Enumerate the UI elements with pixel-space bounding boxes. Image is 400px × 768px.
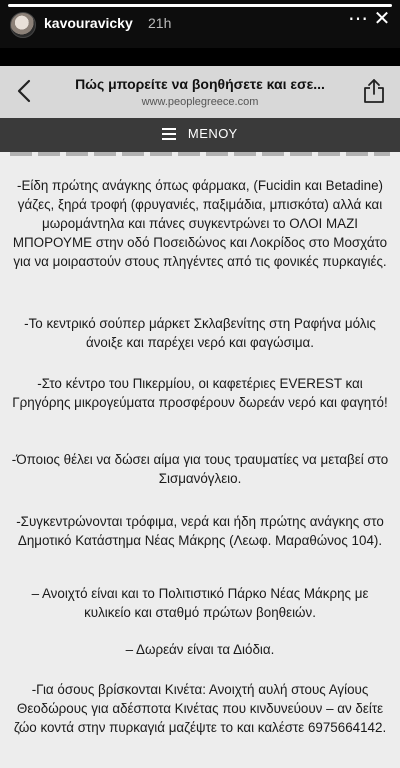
article-paragraph: – Δωρεάν είναι τα Διόδια. bbox=[125, 642, 275, 657]
menu-label[interactable]: ΜΕΝΟΥ bbox=[187, 126, 238, 142]
cut-off-text-line bbox=[10, 152, 390, 156]
browser-url-bar bbox=[0, 66, 400, 118]
article-paragraph: -Όποιος θέλει να δώσει αίμα για τους τραυματίες να μεταβεί στο Σισμανόγλειο. bbox=[11, 452, 389, 486]
article-paragraph: -Το κεντρικό σούπερ μάρκετ Σκλαβενίτης στη Ραφήνα μόλις άνοιξε και παρέχει νερό και φαγώσιμα. bbox=[24, 316, 376, 350]
story-progress-bar bbox=[8, 4, 392, 7]
article-paragraph: -Είδη πρώτης ανάγκης όπως φάρμακα, (Fucidin και Betadine) γάζες, ξηρά τροφή (φρυγανιές, παξιμάδια, μπισκότα) αλλά και μωρομάντηλα και πάνες συγκεντρώνει το ΟΛΟΙ ΜΑΖΙ ΜΠΟΡΟΥΜΕ στην οδό Ποσειδώνος και Λοκρίδος στο Μοσχάτο για να μοιραστούν στους πληγέντες από τις φονικές πυρκαγιές. bbox=[12, 178, 388, 269]
share-icon[interactable] bbox=[362, 78, 386, 104]
site-menu-bar[interactable] bbox=[0, 118, 400, 152]
story-header bbox=[0, 0, 400, 48]
close-icon[interactable]: ✕ bbox=[373, 8, 391, 30]
article-paragraph: -Στο κέντρο του Πικερμίου, οι καφετέριες EVEREST και Γρηγόρης μικρογεύματα προσφέρουν δωρεάν νερό και φαγητό! bbox=[12, 376, 388, 410]
url-domain[interactable]: www.peoplegreece.com bbox=[141, 96, 259, 108]
article-paragraph: – Ανοιχτό είναι και το Πολιτιστικό Πάρκο Νέας Μάκρης με κυλικείο και σταθμό πρώτων βοηθειών. bbox=[31, 586, 369, 620]
avatar[interactable] bbox=[10, 12, 36, 38]
story-time: 21h bbox=[148, 15, 172, 31]
story-progress-fill bbox=[8, 4, 392, 7]
article-body bbox=[0, 152, 400, 768]
article-paragraph: -Συγκεντρώνονται τρόφιμα, νερά και ήδη πρώτης ανάγκης στο Δημοτικό Κατάστημα Νέας Μάκρης (Λεωφ. Μαραθώνος 104). bbox=[16, 514, 384, 548]
username[interactable]: kavouravicky bbox=[44, 15, 133, 31]
article-paragraph: -Για όσους βρίσκονται Κινέτα: Ανοιχτή αυλή στους Αγίους Θεοδώρους για αδέσποτα Κινέτας που κινδυνεύουν – αν δείτε ζώο κοντά στην πυρκαγιά μαζέψτε το και καλέστε 6975664142. bbox=[13, 682, 387, 735]
hamburger-icon[interactable] bbox=[162, 128, 176, 140]
more-horizontal-icon[interactable]: ⋯ bbox=[348, 8, 368, 30]
page-title[interactable]: Πώς μπορείτε να βοηθήσετε και εσε... bbox=[75, 76, 325, 92]
chevron-left-icon[interactable] bbox=[12, 78, 38, 104]
